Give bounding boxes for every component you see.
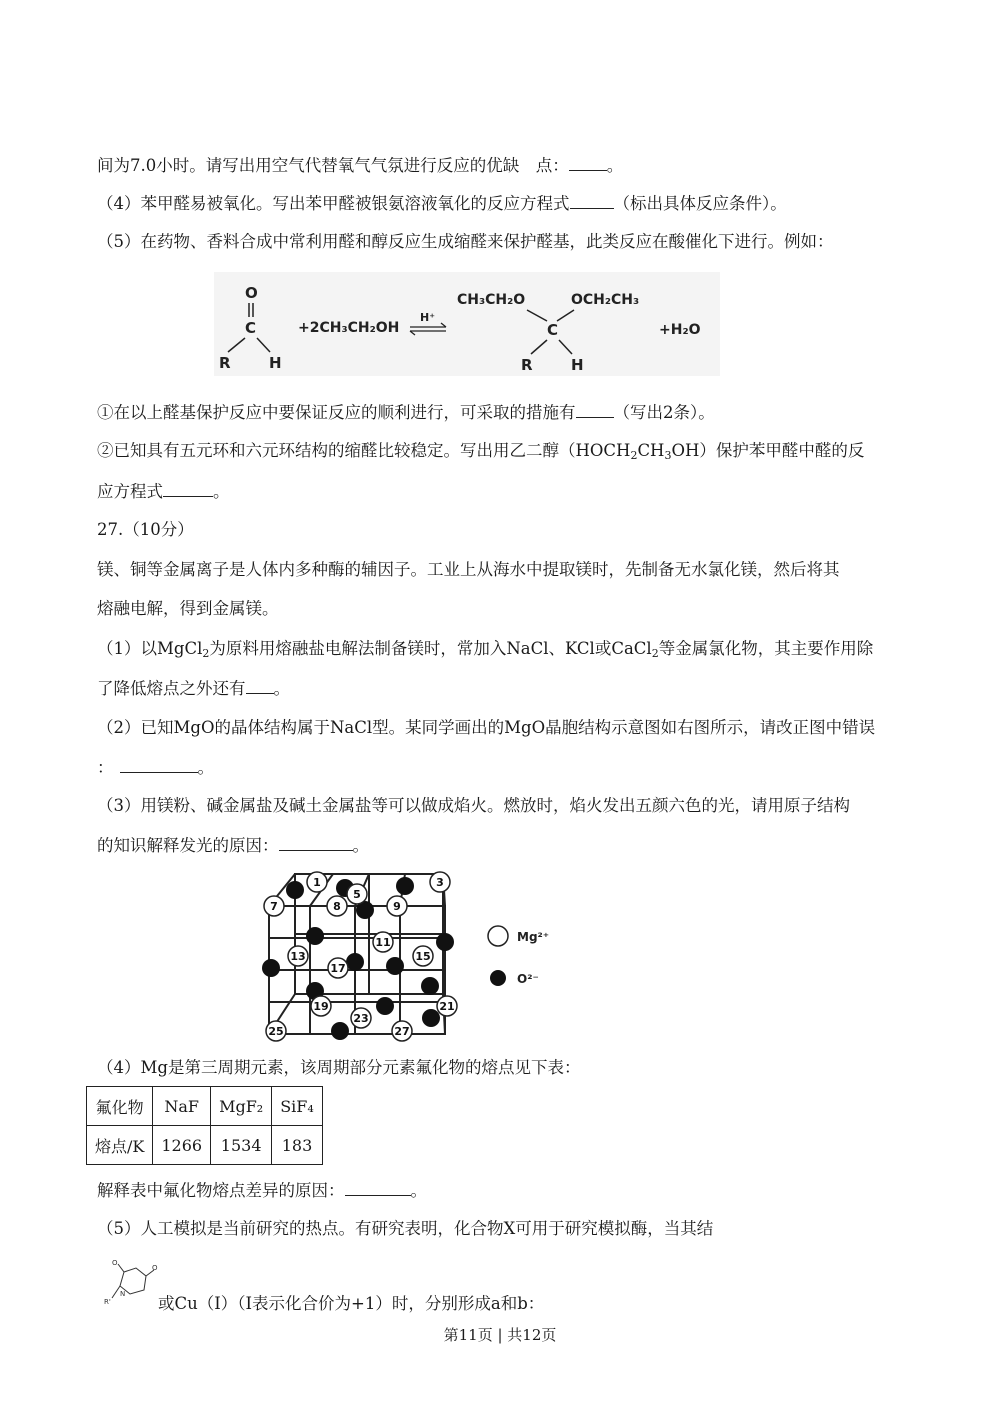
line-17-text: 解释表中氟化物熔点差异的原因： [97, 1181, 345, 1200]
page-number: 第11页 | 共12页 [443, 1326, 557, 1344]
line-13-end: 。 [197, 758, 214, 777]
subscript: 3 [664, 449, 672, 462]
line-14-text: （3）用镁粉、碱金属盐及碱土金属盐等可以做成焰火。燃放时，焰火发出五颜六色的光，请用原子结构 [97, 796, 850, 815]
aldehyde-h: H [269, 354, 282, 372]
oxygen-ion [396, 877, 414, 895]
oxygen-ion [286, 881, 304, 899]
table-cell: 熔点/K [87, 1126, 153, 1165]
answer-blank[interactable] [163, 481, 213, 497]
text-line-18 [97, 1219, 713, 1239]
line-5-text-c: OH）保护苯甲醛中醛的反 [671, 441, 865, 460]
line-12-text: （2）已知MgO的晶体结构属于NaCl型。某同学画出的MgO晶胞结构示意图如右图所示，请改正图中错误 [97, 718, 876, 737]
line-6-end: 。 [213, 482, 230, 501]
oxygen-ion [421, 977, 439, 995]
text-line-9 [97, 599, 279, 619]
table-row [87, 1087, 323, 1126]
text-line-4 [97, 402, 715, 423]
product-r: R [521, 356, 533, 374]
table-header-cell: NaF [153, 1087, 211, 1126]
text-line-14 [97, 796, 850, 816]
answer-blank[interactable] [345, 1180, 411, 1196]
ion-label: 3 [436, 876, 444, 889]
legend-o-symbol [490, 970, 506, 986]
answer-blank[interactable] [246, 678, 274, 694]
ring-o2: O [152, 1264, 158, 1272]
text-line-15 [97, 835, 369, 856]
answer-blank[interactable] [570, 193, 614, 209]
acetal-reaction-figure [214, 270, 720, 378]
text-line-3 [97, 232, 834, 252]
figure-background [214, 272, 720, 376]
product-water: +H₂O [659, 322, 701, 338]
line-5-text-b: CH [637, 441, 665, 460]
ion-label: 15 [415, 950, 431, 963]
ring-r: R' [104, 1298, 111, 1306]
answer-blank[interactable] [279, 835, 353, 851]
text-line-19 [158, 1294, 544, 1314]
ion-label: 21 [439, 1000, 455, 1013]
answer-blank[interactable] [120, 757, 198, 773]
line-18-text: （5）人工模拟是当前研究的热点。有研究表明，化合物X可用于研究模拟酶，当其结 [97, 1219, 714, 1238]
question-27-heading [97, 520, 194, 540]
line-1-text: 间为7.0小时。请写出用空气代替氧气气氛进行反应的优缺 点： [97, 156, 569, 175]
text-line-13 [97, 757, 214, 778]
line-8-text: 镁、铜等金属离子是人体内多种酶的辅因子。工业上从海水中提取镁时，先制备无水氯化镁，然后将其 [97, 560, 840, 579]
ion-label: 9 [393, 900, 401, 913]
aldehyde-c: C [245, 319, 257, 337]
ion-label: 11 [375, 936, 391, 949]
text-line-16 [97, 1058, 580, 1078]
line-11-end: 。 [273, 679, 290, 698]
compound-x-ring-structure [102, 1258, 160, 1310]
aldehyde-r: R [219, 354, 231, 372]
ion-label: 19 [313, 1000, 329, 1013]
text-line-12 [97, 718, 875, 738]
line-15-text: 的知识解释发光的原因： [97, 836, 279, 855]
text-line-2 [97, 193, 787, 214]
answer-blank[interactable] [576, 402, 614, 418]
legend-o-label: O²⁻ [517, 972, 539, 986]
table-row [87, 1126, 323, 1165]
ion-label: 23 [353, 1012, 369, 1025]
line-1-end: 。 [606, 156, 624, 175]
line-2-text: （4）苯甲醛易被氧化。写出苯甲醛被银氨溶液氧化的反应方程式 [97, 194, 570, 213]
line-9-text: 熔融电解，得到金属镁。 [97, 599, 279, 618]
text-line-11 [97, 678, 290, 699]
page-footer [0, 1324, 1000, 1345]
ring-bond-r [112, 1286, 120, 1298]
ion-label: 7 [270, 900, 278, 913]
question-27-label: 27.（10分） [97, 520, 194, 539]
product-h: H [571, 356, 584, 374]
text-line-17 [97, 1180, 427, 1201]
table-cell: 1266 [153, 1126, 211, 1165]
ring-bond-o1 [118, 1264, 124, 1272]
table-header-cell: MgF₂ [211, 1087, 272, 1126]
reagent-ethanol: +2CH₃CH₂OH [298, 320, 400, 336]
legend-mg-label: Mg²⁺ [517, 930, 550, 944]
text-line-1 [97, 155, 623, 176]
ion-label: 17 [330, 962, 346, 975]
mgo-unit-cell-figure [255, 866, 575, 1051]
subscript: 2 [630, 449, 638, 462]
line-19-text: 或Cu（I）（I表示化合价为+1）时，分别形成a和b： [158, 1294, 545, 1313]
table-header-cell: SiF₄ [272, 1087, 323, 1126]
line-6-text: 应方程式 [97, 482, 163, 501]
line-10-text-c: 等金属氯化物，其主要作用除 [658, 639, 874, 658]
table-cell: 183 [272, 1126, 323, 1165]
line-16-text: （4）Mg是第三周期元素，该周期部分元素氟化物的熔点见下表： [97, 1058, 581, 1077]
oxygen-ion [436, 933, 454, 951]
line-4-end: （写出2条）。 [613, 403, 715, 422]
ion-label: 8 [333, 900, 341, 913]
product-ethoxy-right: OCH₂CH₃ [571, 292, 640, 308]
ring-n: N [120, 1290, 126, 1298]
fluoride-melting-point-table [86, 1086, 323, 1165]
ring-o1: O [112, 1259, 118, 1267]
line-4-text: ①在以上醛基保护反应中要保证反应的顺利进行，可采取的措施有 [97, 403, 576, 422]
oxygen-ion [262, 959, 280, 977]
ion-label: 27 [394, 1025, 410, 1038]
table-header-cell: 氟化物 [87, 1087, 153, 1126]
text-line-10 [97, 639, 873, 659]
oxygen-ion [331, 1022, 349, 1040]
table-cell: 1534 [211, 1126, 272, 1165]
answer-blank[interactable] [569, 155, 607, 171]
line-3-text: （5）在药物、香料合成中常利用醛和醇反应生成缩醛来保护醛基，此类反应在酸催化下进行。例如： [97, 232, 834, 251]
product-c: C [547, 321, 559, 339]
legend-mg-symbol [488, 926, 508, 946]
line-10-text-a: （1）以MgCl [97, 639, 203, 658]
catalyst-label: H⁺ [420, 311, 436, 324]
line-2-end: （标出具体反应条件）。 [613, 194, 787, 213]
line-15-end: 。 [352, 836, 369, 855]
ion-label: 5 [353, 888, 361, 901]
oxygen-ion [422, 1009, 440, 1027]
product-ethoxy-left: CH₃CH₂O [457, 292, 526, 308]
oxygen-ion [376, 997, 394, 1015]
text-line-5 [97, 441, 864, 461]
subscript: 2 [651, 647, 659, 660]
line-13-text: ： [97, 758, 114, 777]
line-17-end: 。 [410, 1181, 427, 1200]
aldehyde-o: O [245, 284, 258, 302]
line-5-text-a: ②已知具有五元环和六元环结构的缩醛比较稳定。写出用乙二醇（HOCH [97, 441, 631, 460]
oxygen-ion [306, 927, 324, 945]
line-10-text-b: 为原料用熔融盐电解法制备镁时，常加入NaCl、KCl或CaCl [209, 639, 652, 658]
text-line-8 [97, 560, 840, 580]
ion-label: 13 [290, 950, 306, 963]
text-line-6 [97, 481, 230, 502]
ion-label: 25 [268, 1025, 284, 1038]
ion-label: 1 [313, 876, 321, 889]
subscript: 2 [202, 647, 210, 660]
oxygen-ion [386, 957, 404, 975]
line-11-text: 了降低熔点之外还有 [97, 679, 246, 698]
